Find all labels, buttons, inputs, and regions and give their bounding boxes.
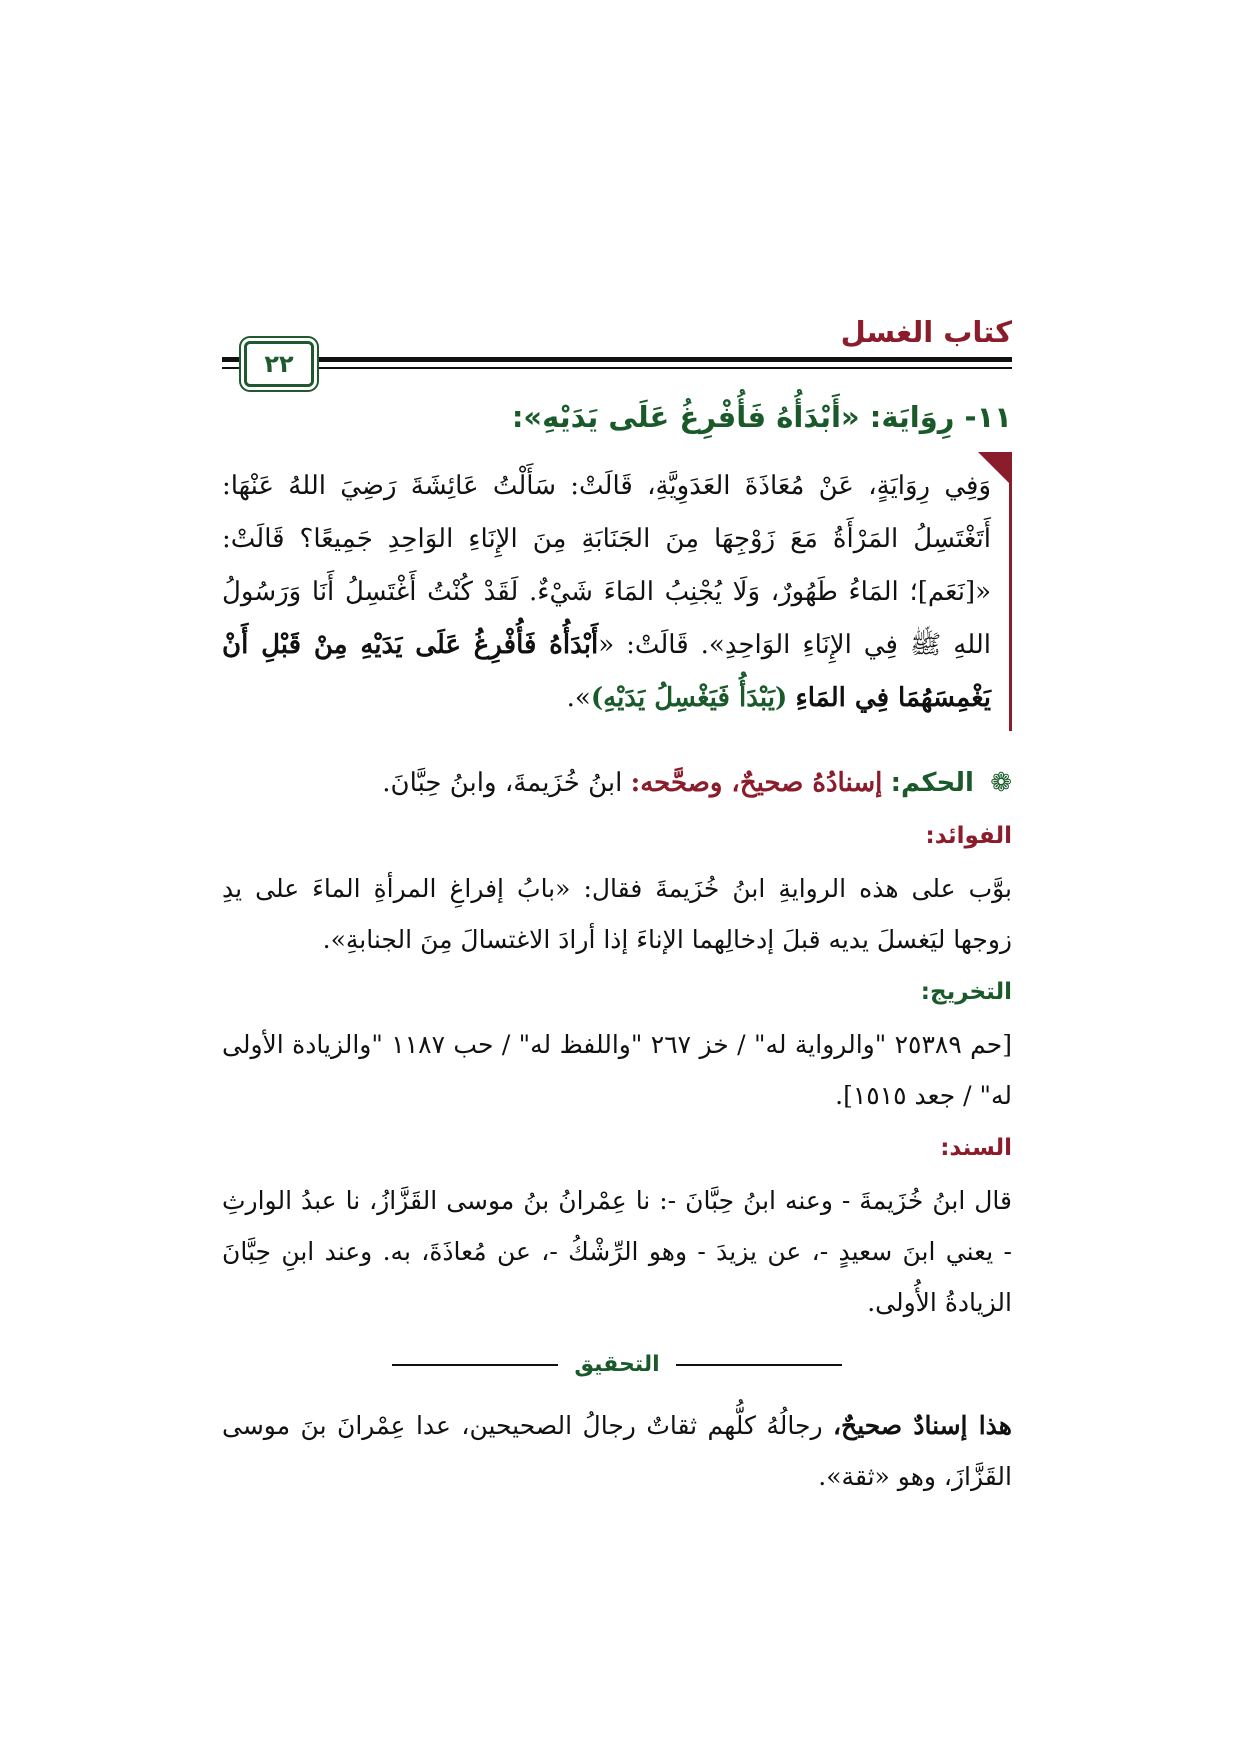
hadith-block (222, 452, 1012, 731)
hadith-emphasis-green: (يَبْدَأُ فَيَغْسِلُ يَدَيْهِ) (590, 683, 788, 713)
book-title: كتاب الغسل (840, 315, 1012, 349)
hadith-text (222, 460, 991, 725)
benefits-heading: الفوائد: (925, 823, 1012, 849)
sanad-heading: السند: (940, 1135, 1012, 1161)
section-heading: ١١- رِوَايَة: «أَبْدَأُهُ فَأُفْرِغُ عَلَى يَدَيْهِ»: (511, 400, 1012, 434)
corner-ornament-icon (978, 452, 1012, 486)
sanad-text: قال ابنُ خُزَيمةَ - وعنه ابنُ حِبَّانَ -: نا عِمْرانُ بنُ موسى القَزَّازُ، نا عبدُ الوارثِ - يعني ابنَ سعيدٍ -، عن يزيدَ - وهو الرِّشْكُ -، عن مُعاذَةَ، به. وعند ابنِ حِبَّانَ الزيادةُ الأُولى. (222, 1186, 1012, 1317)
header-rule-thick (222, 357, 1012, 362)
header-rule-thin (222, 367, 1012, 369)
tahqiq-text (222, 1400, 1012, 1502)
verdict-judgment: إسنادُهُ صحيحٌ، وصحَّحه: (630, 768, 883, 798)
verdict-rest: ابنُ خُزَيمةَ، وابنُ حِبَّانَ. (382, 768, 623, 798)
page-content (222, 400, 1012, 1508)
tahqiq-body: رجالُهُ كلُّهم ثقاتٌ رجالُ الصحيحين، عدا عِمْرانَ بنَ موسى القَزَّازَ، وهو «ثقة». (222, 1411, 1012, 1491)
verdict-line (222, 759, 1012, 807)
flower-ornament-icon: ❁ (990, 768, 1012, 798)
tahqiq-lead: هذا إسنادٌ صحيحٌ، (832, 1411, 1012, 1440)
benefits-text: بوَّب على هذه الروايةِ ابنُ خُزَيمةَ فقال: «بابُ إفراغِ المرأةِ الماءَ على يدِ زوجها ليَغسلَ يديه قبلَ إدخالِهما الإناءَ إذا أرادَ الاغتسالَ مِنَ الجنابةِ». (222, 874, 1012, 954)
tahqiq-heading: التحقيق (558, 1350, 675, 1380)
takhrij-text: [حم ٢٥٣٨٩ "والرواية له" / خز ٢٦٧ "واللفظ له" / حب ١١٨٧ "والزيادة الأولى له" / جعد ١٥١٥]. (222, 1030, 1013, 1110)
hadith-part1: وَفِي رِوَايَةٍ، عَنْ مُعَاذَةَ العَدَوِيَّةِ، قَالَتْ: سَأَلْتُ عَائِشَةَ رَضِيَ اللهُ عَنْهَا: أَتَغْتَسِلُ المَرْأَةُ مَعَ زَوْجِهَا مِنَ الجَنَابَةِ مِنَ الإِنَاءِ الوَاحِدِ جَمِيعًا؟ قَالَتْ: «[نَعَم]؛ المَاءُ طَهُورٌ، وَلَا يُجْنِبُ المَاءَ شَيْءٌ. لَقَدْ كُنْتُ أَغْتَسِلُ أَنَا وَرَسُولُ اللهِ ﷺ فِي الإِنَاءِ الوَاحِدِ». قَالَتْ: « (222, 471, 992, 660)
hadith-emphasis: أَبْدَأُهُ فَأُفْرِغُ عَلَى يَدَيْهِ مِنْ قَبْلِ أَنْ يَغْمِسَهُمَا فِي المَاءِ (222, 630, 991, 713)
takhrij-heading: التخريج: (920, 979, 1012, 1005)
verdict-label: الحكم: (890, 768, 974, 798)
page-number: ٢٢ (244, 341, 314, 387)
tahqiq-divider (222, 1350, 1012, 1380)
hadith-part2: ». (566, 683, 591, 713)
page-header (222, 315, 1012, 385)
